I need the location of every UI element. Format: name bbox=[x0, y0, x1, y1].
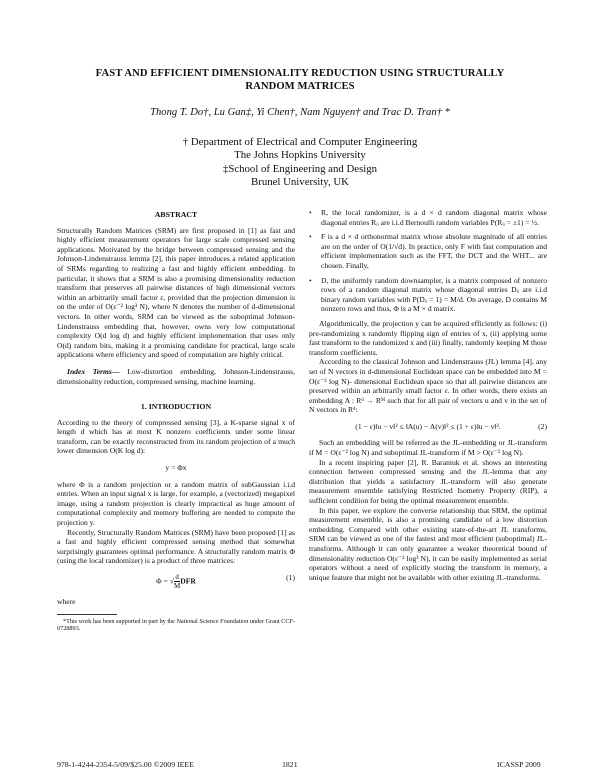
author-list: Thong T. Do†, Lu Gan‡, Yi Chen†, Nam Nguyen† and Trac D. Tran† * bbox=[150, 107, 450, 118]
footer-conference: ICASSP 2009 bbox=[497, 760, 541, 769]
affiliation-line: ‡School of Engineering and Design bbox=[222, 162, 378, 175]
affiliation-line: The Johns Hopkins University bbox=[234, 149, 366, 162]
eq-fraction: $\frac{d}{M}$ bbox=[173, 573, 181, 590]
bullet-item: • D, the uniformly random downsampler, is a matrix composed of nonzero rows of a random diagonal matrix whose diagonal entries Dᵢᵢ are i.i.d binary random variables with P(Dᵢᵢ = 1) = M/d. On average, D contains M nonzero rows and thus, Φ is a M × d matrix. bbox=[309, 275, 547, 314]
footer-copyright: 978-1-4244-2354-5/09/$25.00 ©2009 IEEE bbox=[57, 760, 194, 769]
equation-jl: (1 − ε)‖u − v‖² ≤ ‖A(u) − A(v)‖² ≤ (1 + ε)‖u − v‖². (2) bbox=[355, 421, 547, 431]
index-terms-list: Low-distortion embedding, Johnson-Lindenstrauss, dimensionality reduction, compressed sensing, machine learning. bbox=[57, 366, 296, 386]
right-column bbox=[309, 208, 547, 582]
abstract-heading: ABSTRACT bbox=[154, 210, 198, 219]
intro-paragraph: According to the theory of compressed sensing [3], a K-sparse signal x of length d which has at most K nonzero coefficients under some linear transform, can be exactly reconstructed from its random projection of a much lower dimension O(K log d): bbox=[57, 417, 295, 456]
footnote: *This work has been supported in part by the National Science Foundation under Grant CCF-0728893. bbox=[57, 617, 295, 633]
footer-page-number: 1821 bbox=[282, 760, 298, 769]
equation-srm: Φ = √ $\frac{d}{M}$ DFR (1) bbox=[156, 573, 295, 590]
equation-projection: y = Φx bbox=[165, 463, 187, 473]
intro-paragraph: where Φ is a random projection or a random matrix of subGaussian i.i.d entries. When an input signal x is large, for example, a (vectorized) megapixel image, using a random projection is clearly impractical as huge amount of computational complexity and memory buffering are needed to compute the projection y. bbox=[57, 479, 295, 528]
bullet-item: • R, the local randomizer, is a d × d random diagonal matrix whose diagonal entries Rᵢᵢ are i.i.d Bernoulli random variables P(Rᵢᵢ = ±1) = ½. bbox=[309, 208, 547, 227]
paper-title: FAST AND EFFICIENT DIMENSIONALITY REDUCTION USING STRUCTURALLY RANDOM MATRICES bbox=[95, 68, 505, 92]
equation-number: (2) bbox=[538, 421, 547, 431]
body-paragraph: Such an embedding will be referred as the JL-embedding or JL-transform if M = O(ε⁻² log N) and suboptimal JL-transform if M > O(ε⁻² log N). bbox=[309, 438, 547, 458]
affiliations bbox=[120, 136, 480, 190]
where-text: where bbox=[57, 597, 76, 606]
index-terms bbox=[57, 367, 295, 386]
intro-paragraph: Recently, Structurally Random Matrices (SRM) have been proposed [1] as a fast and highly efficient compressed sensing method that somewhat surprisingly guarantees optimal performance. A structurally random matrix Φ (using the local randomizer) is a product of three matrices: bbox=[57, 527, 295, 566]
body-paragraph: In this paper, we explore the converse relationship that SRM, the optimal measurement ensemble, is also a promising candidate of a low distortion embedding. Compared with other existing state-of-the-art JL transforms, SRM can be viewed as one of the fastest and most efficient (suboptimal) JL-transforms. Although it can only guarantee a weaker theoretical bound of dimensionality reduction O(ε⁻² log³ N), it can be easily implemented as serial operators without a need of explicitly storing the transform in memory, a unique feature that might not be available with other existing JL-transforms. bbox=[309, 505, 547, 582]
equation-number: (1) bbox=[286, 573, 295, 582]
body-paragraph: According to the classical Johnson and Lindenstrauss (JL) lemma [4], any set of N vectors in d-dimensional Euclidean space can be embedded into M = O(ε⁻² log N)- dimensional Euclidean space so that all pairwise distances are preserved within an arbitrarily small factor ε. In other words, there exists an embedding A : Rᵈ → Rᴹ such that for all pair of vectors u and v in the set of N vectors in Rᵈ: bbox=[309, 357, 547, 415]
introduction-heading: 1. INTRODUCTION bbox=[140, 402, 212, 412]
affiliation-line: † Department of Electrical and Computer Engineering bbox=[182, 136, 418, 148]
affiliation-line: Brunel University, UK bbox=[251, 176, 349, 189]
bullet-item: • F is a d × d orthonormal matrix whose absolute magnitude of all entries are on the order of O(1/√d). In practice, only F with fast computation and efficient implementation such as the FFT, the DCT and the WHT... are chosen. Finally, bbox=[309, 232, 547, 270]
body-paragraph: In a recent inspiring paper [2], R. Baraniuk et al. shows an interesting connection between compressed sensing and the JL-lemma that any distribution that yields a satisfactory JL-transform will also generate measurement ensemble satisfying Restricted Isometry Property (RIP), a sufficient condition for being the optimal measurement ensemble. bbox=[309, 457, 547, 506]
body-paragraph: Algorithmically, the projection y can be acquired efficiently as follows: (i) pre-randomizing x randomly flipping sign of entries of x, (ii) applying some fast transform to the randomized x and (iii) finally, randomly keeping M those transform coefficients. bbox=[309, 318, 547, 357]
left-column bbox=[57, 210, 295, 633]
abstract-text: Structurally Random Matrices (SRM) are first proposed in [1] as fast and highly efficient measurement operators for large scale compressed sensing applications. Motivated by the bridge between compressed sensing and the Johnson-Lindenstrauss lemma [2], this paper introduces a related application of SRMs regarding to realizing a fast and highly efficient embedding. In particular, it shows that a SRM is also a promising dimensionality reduction transform that preserves all pairwise distances of high dimensional vectors within an arbitrarily small factor ε, provided that the projection dimension is on the order of O(ε⁻² log³ N), where N denotes the number of d-dimensional vectors. In other words, SRM can be viewed as the suboptimal Johnson-Lindenstrauss embedding that, however, owns very low computational complexity O(d log d) and highly efficient implementation that uses only O(d) random bits, making it a promising candidate for practical, large scale applications where efficiency and speed of computation are highly critical. bbox=[57, 225, 295, 360]
footnote-rule bbox=[57, 614, 117, 615]
index-terms-label: Index Terms— bbox=[67, 366, 120, 376]
